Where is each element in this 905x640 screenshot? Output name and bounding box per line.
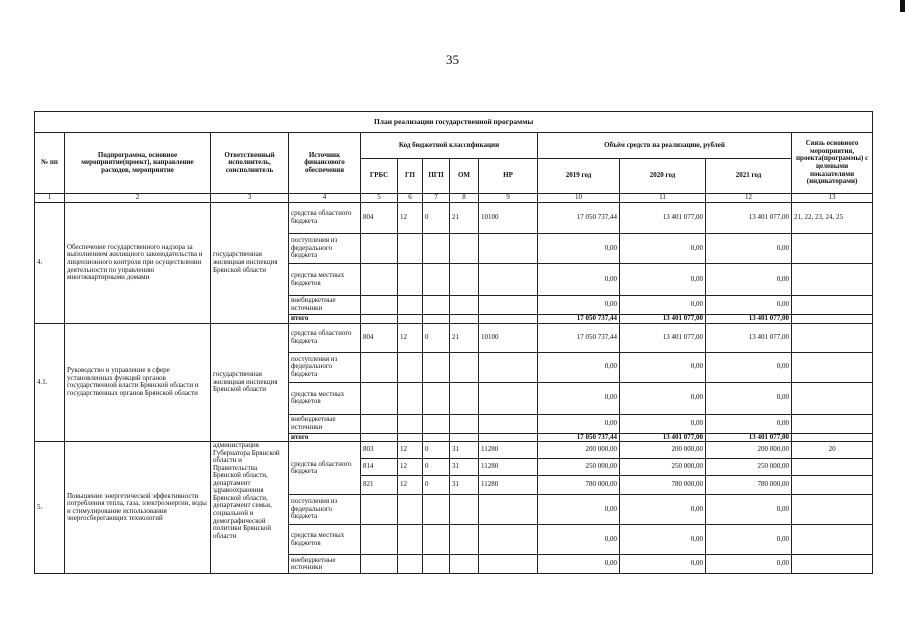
program-plan-table xyxy=(34,111,873,574)
cell-2021: 250 000,00 xyxy=(706,459,792,476)
cell-2020: 0,00 xyxy=(620,414,706,433)
header-om: ОМ xyxy=(450,159,479,194)
col-number: 6 xyxy=(398,194,423,203)
header-2021: 2021 год xyxy=(706,159,792,194)
cell-nr: 10100 xyxy=(479,203,538,234)
header-subprogram: Подпрограмма, основное мероприятие(проект), направление расходов, мероприятие xyxy=(65,133,211,194)
cell-pgp: 0 xyxy=(423,476,450,495)
cell-link: 20 xyxy=(792,442,873,459)
total-2019: 17 050 737,44 xyxy=(538,315,620,324)
header-2020: 2020 год xyxy=(620,159,706,194)
cell-2020: 0,00 xyxy=(620,382,706,414)
cell-2019: 0,00 xyxy=(538,525,620,555)
col-number: 2 xyxy=(65,194,211,203)
cell-2019: 0,00 xyxy=(538,352,620,382)
row-responsible: государственная жилищная инспекция Брянской области xyxy=(211,203,289,324)
row-source: средства местных бюджетов xyxy=(289,525,361,555)
header-pgp: ПГП xyxy=(423,159,450,194)
row-source: внебюджетные источники xyxy=(289,296,361,315)
cell-2021: 0,00 xyxy=(706,525,792,555)
col-number: 13 xyxy=(792,194,873,203)
cell-2020: 0,00 xyxy=(620,525,706,555)
row-source: средства областного бюджета xyxy=(289,323,361,352)
cell-2021: 0,00 xyxy=(706,264,792,296)
cell-2020: 0,00 xyxy=(620,495,706,525)
row-source: внебюджетные источники xyxy=(289,555,361,574)
total-2019: 17 050 737,44 xyxy=(538,433,620,442)
cell-2020: 0,00 xyxy=(620,352,706,382)
cell-2019: 200 000,00 xyxy=(538,442,620,459)
row-num: 5. xyxy=(35,442,65,574)
cell-nr: 11280 xyxy=(479,459,538,476)
cell-2019: 0,00 xyxy=(538,555,620,574)
row-name: Повышение энергетической эффективности потребления тепла, газа, электроэнергии, воды и стимулирование использования энергосберегающих технологий xyxy=(65,442,211,574)
row-source: внебюджетные источники xyxy=(289,414,361,433)
total-2020: 13 401 077,00 xyxy=(620,433,706,442)
table-row xyxy=(35,323,873,352)
col-number: 11 xyxy=(620,194,706,203)
cell-2019: 17 050 737,44 xyxy=(538,323,620,352)
cell-2021: 0,00 xyxy=(706,414,792,433)
cell-grbs: 803 xyxy=(361,442,398,459)
cell-2020: 0,00 xyxy=(620,234,706,264)
row-source: средства областного бюджета xyxy=(289,442,361,495)
row-name: Обеспечение государственного надзора за выполнением жилищного законодательства и лицензионного контроля при осуществлении деятельности по управлению многоквартирными домами xyxy=(65,203,211,324)
cell-2019: 0,00 xyxy=(538,234,620,264)
cell-2019: 0,00 xyxy=(538,296,620,315)
table-title: План реализации государственной программы xyxy=(35,112,873,133)
col-number: 1 xyxy=(35,194,65,203)
cell-2021: 0,00 xyxy=(706,352,792,382)
cell-gp: 12 xyxy=(398,323,423,352)
cell-2021: 0,00 xyxy=(706,382,792,414)
cell-2019: 0,00 xyxy=(538,495,620,525)
cell-gp: 12 xyxy=(398,459,423,476)
header-nr: НР xyxy=(479,159,538,194)
cell-2020: 0,00 xyxy=(620,264,706,296)
header-grbs: ГРБС xyxy=(361,159,398,194)
cell-om: 31 xyxy=(450,459,479,476)
cell-2020: 780 000,00 xyxy=(620,476,706,495)
cell-2019: 0,00 xyxy=(538,382,620,414)
cell-2020: 0,00 xyxy=(620,296,706,315)
cell-gp: 12 xyxy=(398,442,423,459)
col-number: 3 xyxy=(211,194,289,203)
total-label: итого xyxy=(289,315,361,324)
total-2021: 13 401 077,00 xyxy=(706,315,792,324)
cell-2020: 13 401 077,00 xyxy=(620,323,706,352)
row-source: поступления из федерального бюджета xyxy=(289,352,361,382)
cell-om: 31 xyxy=(450,442,479,459)
total-2021: 13 401 077,00 xyxy=(706,433,792,442)
cell-grbs: 804 xyxy=(361,323,398,352)
cell-pgp: 0 xyxy=(423,459,450,476)
header-link: Связь основного мероприятия, проекта(программы) с целевыми показателями (индикаторами) xyxy=(792,133,873,194)
page-edge-mark xyxy=(900,0,905,12)
cell-2021: 0,00 xyxy=(706,555,792,574)
col-number: 8 xyxy=(450,194,479,203)
cell-grbs: 814 xyxy=(361,459,398,476)
header-budget-code: Код бюджетной классификации xyxy=(361,133,538,159)
row-num: 4.1. xyxy=(35,323,65,442)
row-source: средства областного бюджета xyxy=(289,203,361,234)
row-name: Руководство и управление в сфере установленных функций органов государственной власти Брянской области и государственных органов Брянской области xyxy=(65,323,211,442)
cell-nr: 10100 xyxy=(479,323,538,352)
cell-pgp: 0 xyxy=(423,442,450,459)
table-row xyxy=(35,442,873,459)
col-number: 4 xyxy=(289,194,361,203)
page-number: 35 xyxy=(446,52,459,67)
cell-link: 21, 22, 23, 24, 25 xyxy=(792,203,873,234)
cell-link xyxy=(792,476,873,495)
cell-pgp: 0 xyxy=(423,203,450,234)
row-source: средства местных бюджетов xyxy=(289,264,361,296)
row-responsible: государственная жилищная инспекция Брянской области xyxy=(211,323,289,442)
col-number: 7 xyxy=(423,194,450,203)
row-num: 4. xyxy=(35,203,65,324)
col-number: 12 xyxy=(706,194,792,203)
table-title-row xyxy=(35,112,873,133)
header-source: Источник финансового обеспечения xyxy=(289,133,361,194)
row-responsible: администрация Губернатора Брянской области и Правительства Брянской области, департамент здравоохранения Брянской области, департамент семьи, социальной и демографической политики Брянской области xyxy=(211,442,289,574)
cell-2021: 13 401 077,00 xyxy=(706,203,792,234)
cell-2020: 13 401 077,00 xyxy=(620,203,706,234)
cell-2019: 0,00 xyxy=(538,414,620,433)
cell-2021: 0,00 xyxy=(706,234,792,264)
cell-2020: 0,00 xyxy=(620,555,706,574)
col-number: 5 xyxy=(361,194,398,203)
cell-2021: 0,00 xyxy=(706,296,792,315)
header-responsible: Ответственный исполнитель, соисполнитель xyxy=(211,133,289,194)
col-number: 9 xyxy=(479,194,538,203)
row-source: средства местных бюджетов xyxy=(289,382,361,414)
cell-gp: 12 xyxy=(398,476,423,495)
cell-2021: 0,00 xyxy=(706,495,792,525)
cell-om: 21 xyxy=(450,323,479,352)
col-number: 10 xyxy=(538,194,620,203)
cell-nr: 11280 xyxy=(479,476,538,495)
column-number-row xyxy=(35,194,873,203)
total-2020: 13 401 077,00 xyxy=(620,315,706,324)
cell-2021: 200 000,00 xyxy=(706,442,792,459)
cell-om: 31 xyxy=(450,476,479,495)
row-source: поступления из федерального бюджета xyxy=(289,495,361,525)
total-label: итого xyxy=(289,433,361,442)
cell-grbs: 821 xyxy=(361,476,398,495)
row-source: поступления из федерального бюджета xyxy=(289,234,361,264)
cell-link xyxy=(792,459,873,476)
cell-2020: 200 000,00 xyxy=(620,442,706,459)
cell-nr: 11280 xyxy=(479,442,538,459)
cell-2019: 17 050 737,44 xyxy=(538,203,620,234)
cell-gp: 12 xyxy=(398,203,423,234)
header-row-1 xyxy=(35,133,873,159)
header-volume: Объём средств на реализацию, рублей xyxy=(538,133,792,159)
cell-2021: 780 000,00 xyxy=(706,476,792,495)
cell-grbs: 804 xyxy=(361,203,398,234)
cell-2021: 13 401 077,00 xyxy=(706,323,792,352)
cell-2020: 250 000,00 xyxy=(620,459,706,476)
header-num: № пп xyxy=(35,133,65,194)
header-gp: ГП xyxy=(398,159,423,194)
table-row xyxy=(35,203,873,234)
cell-2019: 0,00 xyxy=(538,264,620,296)
cell-pgp: 0 xyxy=(423,323,450,352)
cell-om: 21 xyxy=(450,203,479,234)
header-2019: 2019 год xyxy=(538,159,620,194)
cell-link xyxy=(792,323,873,352)
cell-2019: 780 000,00 xyxy=(538,476,620,495)
cell-2019: 250 000,00 xyxy=(538,459,620,476)
